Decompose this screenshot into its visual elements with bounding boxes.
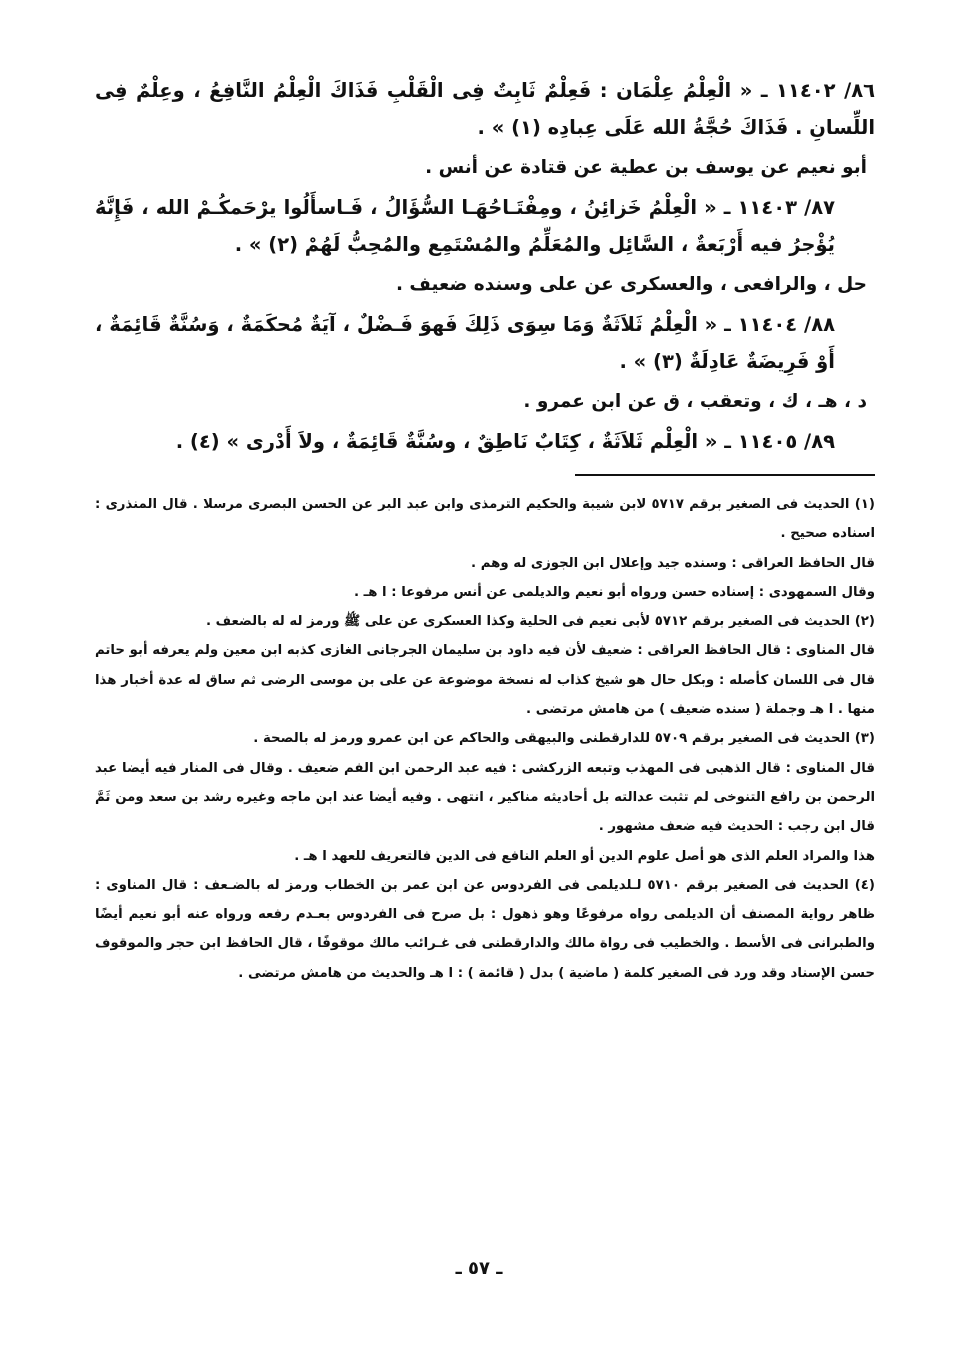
footnote-3-comment-munawi: قال المناوى : قال الذهبى فى المهذب وتبعه الزركشى : فيه عبد الرحمن ابن الفم ضعيف . وقال فى المنار فيه أيضا عبد الرحمن بن رافع التنوخى لم تثبت عدالته بل أحاديثه مناكير ، انتهى . وفيه أيضا عند ابن ماجه وغيره رشد بن سعد ومن ثَمَّ قال ابن رجب : الحديث فيه ضعف مشهور . (95, 760, 875, 835)
footnote-2: (٢) الحديث فى الصغير برقم ٥٧١٢ لأبى نعيم فى الحلية وكذا العسكرى عن على ﷺ ورمز له له بالضعف . (205, 614, 875, 630)
footnote-2-comment-munawi: قال المناوى : قال الحافظ العراقى : ضعيف لأن فيه داود بن سليمان الجرجانى الغازى كذبه ابن معين ولم يعرفه أبو حاتم قال فى اللسان كأصله : وبكل حال هو شيخ كذاب له نسخة موضوعة عن على بن موسى الرضى ثم ساق له عدة أخبار هذا منها . ا هـ وجملة ( سنده ضعيف ) من هامش مرتضى . (95, 643, 875, 718)
hadith-86: ٨٦/ ١١٤٠٢ ـ « الْعِلْمُ عِلْمَان : فَعِلْمٌ ثَابِتٌ فِى الْقَلْبِ فَذَاكَ الْعِلْمُ النَّافِعُ ، وعِلْمٌ فِى اللِّسانِ . فَذَاكَ حُجَّةُ الله عَلَى عِبادِه (١) » . (95, 79, 875, 139)
footnote-3: (٣) الحديث فى الصغير برقم ٥٧٠٩ للدارقطنى والبيهقى والحاكم عن ابن عمرو ورمز له بالصحة . (253, 731, 875, 747)
source-86: أبو نعيم عن يوسف بن عطية عن قتادة عن أنس . (425, 157, 867, 178)
footnotes (95, 490, 875, 988)
page-number: ـ ٥٧ ـ (455, 1258, 503, 1279)
book-page (95, 72, 875, 1332)
footnote-separator (575, 474, 875, 476)
hadith-section (95, 72, 875, 460)
footnote-1-comment-iraqi: قال الحافظ العراقى : وسنده جيد وإعلال ابن الجوزى له وهم . (471, 555, 875, 571)
footnote-4: (٤) الحديث فى الصغير برقم ٥٧١٠ لـلديلمى فى الفردوس عن ابن عمر بن الخطاب ورمز له بالضـعف : قال المناوى : ظاهر رواية المصنف أن الديلمى رواه مرفوعًا وهو ذهول : بل صرح فى الفردوس بعـدم رفعه ورواه عنه أبو نعيم أيضًا والطبرانى فى الأسط . والخطيب فى رواة مالك والدارقطنى فى غـرائب مالك موقوفًا ، قال الحافظ ابن حجر والموقوف حسن الإسناد وقد ورد فى الصغير كلمة ( ماضية ) بدل ( قائمة ) : ا هـ والحديث من هامش مرتضى . (95, 877, 875, 981)
footnote-3-comment-meaning: هذا والمراد العلم الذى هو أصل علوم الدين أو العلم النافع فى الدين فالتعريف للعهد ا هـ . (294, 848, 875, 864)
footnote-1: (١) الحديث فى الصغير برقم ٥٧١٧ لابن شيبة والحكيم الترمذى وابن عبد البر عن الحسن البصرى مرسلا . قال المنذرى : اسناده صحيح . (95, 497, 875, 542)
hadith-87: ٨٧/ ١١٤٠٣ ـ « الْعِلْمُ خَزائِنُ ، ومِفْتَـاحُهَـا السُّؤَالُ ، فَـاسأَلُوا يرْحَمكُـمْ الله ، فَإِنَّهُ يُؤْجرُ فيه أَرْبَعةٌ ، السَّائِل والمُعَلِّمُ والمُسْتَمِع والمُحِبُّ لَهُمْ (٢) » . (95, 196, 835, 256)
source-87: حل ، والرافعى ، والعسكرى عن على وسنده ضعيف . (395, 274, 867, 295)
hadith-88: ٨٨/ ١١٤٠٤ ـ « الْعِلْمُ ثَلاَثَةٌ وَمَا سِوَى ذَلِكَ فَهوَ فَـضْلٌ ، آيَةٌ مُحكَمَةٌ ، وَسُنَّةٌ قَائِمَةٌ ، أَوْ فَرِيضَةٌ عَادِلَةٌ (٣) » . (95, 313, 835, 373)
hadith-89: ٨٩/ ١١٤٠٥ ـ « الْعِلْم ثَلاَثَةٌ ، كِتَابٌ نَاطِقٌ ، وسُنَّةٌ قَائِمَةٌ ، ولاَ أَدْرى » (٤) . (175, 430, 835, 453)
source-88: د ، هـ ، ك ، وتعقب ، ق عن ابن عمرو . (523, 391, 867, 412)
footnote-1-comment-samhudi: وقال السمهودى : إسناده حسن ورواه أبو نعيم والديلمى عن أنس مرفوعا : ا هـ . (353, 584, 875, 600)
